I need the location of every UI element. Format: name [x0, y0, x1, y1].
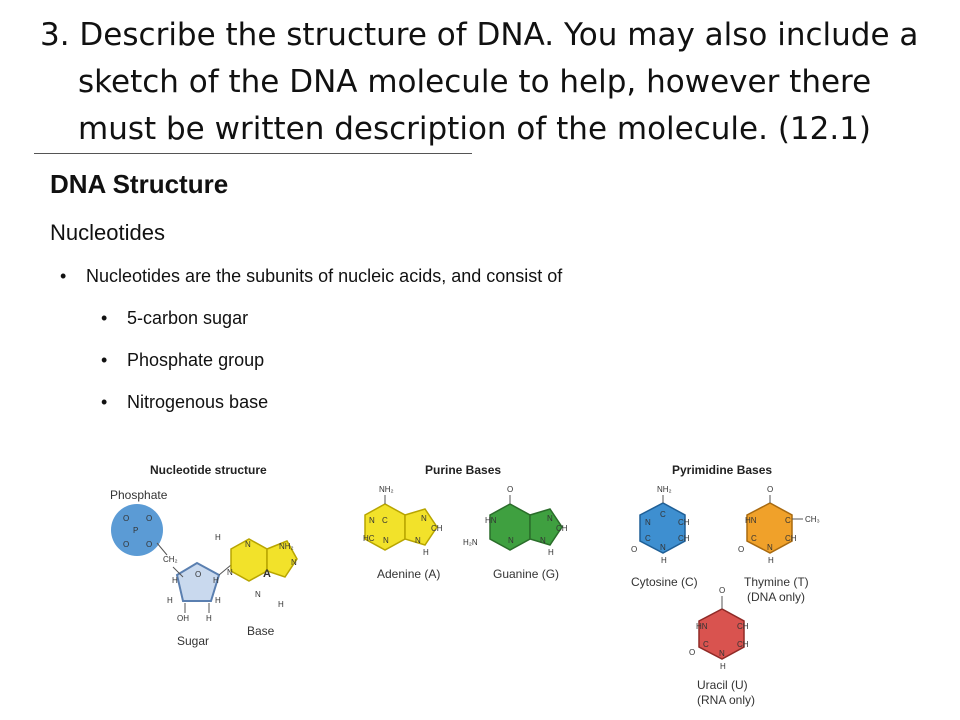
bullet-sugar-text: 5-carbon sugar	[127, 308, 249, 328]
phosphate-label: Phosphate	[110, 488, 168, 502]
uracil-note: (RNA only)	[697, 693, 756, 707]
atom-h: H	[172, 576, 178, 585]
bullet-phosphate-text: Phosphate group	[127, 350, 265, 370]
atom-h: H	[768, 556, 774, 565]
thymine-label: Thymine (T)	[744, 575, 809, 589]
atom-nh2: NH₂	[379, 485, 394, 494]
atom-h: H	[548, 548, 554, 557]
bullet-dot: •	[101, 392, 108, 412]
adenine-label: Adenine (A)	[377, 567, 441, 581]
atom-h: H	[215, 596, 221, 605]
atom-n: N	[767, 543, 773, 552]
atom-n: N	[383, 536, 389, 545]
thymine-note: (DNA only)	[747, 590, 806, 604]
subsection-title: Nucleotides	[50, 220, 165, 245]
atom-o: O	[738, 545, 745, 554]
atom-n: N	[540, 536, 546, 545]
question-line-3: must be written description of the molecule. (12.1)	[78, 111, 872, 147]
section-heading: DNA Structure	[50, 169, 229, 199]
atom-o: O	[146, 514, 153, 523]
atom-ch3: CH₃	[805, 515, 820, 524]
uracil-label: Uracil (U)	[697, 678, 748, 692]
atom-h: H	[206, 614, 212, 623]
title-divider	[34, 153, 472, 154]
bullet-dot: •	[60, 266, 67, 286]
atom-c: C	[703, 640, 709, 649]
atom-o: O	[631, 545, 638, 554]
atom-h: H	[661, 556, 667, 565]
atom-n: N	[291, 558, 297, 567]
atom-h: H	[423, 548, 429, 557]
atom-c: C	[645, 534, 651, 543]
question-title	[40, 12, 940, 153]
atom-n: N	[547, 514, 553, 523]
nucleotide-figure	[95, 455, 855, 715]
bullet-main	[60, 266, 563, 287]
heading-nucleotide-structure: Nucleotide structure	[150, 463, 267, 477]
atom-p: P	[133, 526, 139, 535]
atom-o: O	[146, 540, 153, 549]
atom-c: C	[382, 516, 388, 525]
atom-nh2: NH₂	[279, 542, 294, 551]
atom-o: O	[123, 540, 130, 549]
sugar-label: Sugar	[177, 634, 210, 648]
atom-ch: CH	[678, 518, 690, 527]
atom-h: H	[278, 600, 284, 609]
guanine-label: Guanine (G)	[493, 567, 560, 581]
atom-n: N	[421, 514, 427, 523]
atom-c: C	[660, 510, 666, 519]
atom-h: H	[167, 596, 173, 605]
atom-hn: HN	[745, 516, 757, 525]
atom-a: A	[263, 568, 271, 580]
atom-n: N	[645, 518, 651, 527]
atom-o: O	[507, 485, 514, 494]
atom-o: O	[123, 514, 130, 523]
atom-ch: CH	[737, 622, 749, 631]
atom-hc: HC	[363, 534, 375, 543]
bullet-main-text: Nucleotides are the subunits of nucleic acids, and consist of	[86, 266, 563, 286]
atom-h2n: H₂N	[463, 538, 478, 547]
atom-h: H	[720, 662, 726, 671]
atom-ch: CH	[785, 534, 797, 543]
atom-n: N	[227, 568, 233, 577]
atom-o: O	[195, 570, 202, 579]
atom-h: H	[213, 576, 219, 585]
atom-n: N	[508, 536, 514, 545]
atom-n: N	[255, 590, 261, 599]
question-line-2: sketch of the DNA molecule to help, however there	[78, 64, 872, 100]
atom-c: C	[751, 534, 757, 543]
base-label: Base	[247, 624, 275, 638]
bullet-base-text: Nitrogenous base	[127, 392, 269, 412]
bullet-base	[101, 392, 269, 413]
atom-c: C	[785, 516, 791, 525]
atom-n: N	[719, 649, 725, 658]
heading-purine-bases: Purine Bases	[425, 463, 502, 477]
atom-oh: OH	[177, 614, 189, 623]
atom-ch: CH	[737, 640, 749, 649]
cytosine-label: Cytosine (C)	[631, 575, 698, 589]
atom-hn: HN	[696, 622, 708, 631]
atom-n: N	[245, 540, 251, 549]
question-line-1: 3. Describe the structure of DNA. You may also include a	[40, 17, 919, 53]
atom-n: N	[415, 536, 421, 545]
atom-ch: CH	[678, 534, 690, 543]
atom-ch: CH	[431, 524, 443, 533]
atom-hn: HN	[485, 516, 497, 525]
bullet-phosphate	[101, 350, 265, 371]
bullet-dot: •	[101, 308, 108, 328]
heading-pyrimidine-bases: Pyrimidine Bases	[672, 463, 773, 477]
atom-nh2: NH₂	[657, 485, 672, 494]
atom-ch: CH	[556, 524, 568, 533]
atom-o: O	[689, 648, 696, 657]
atom-n: N	[660, 543, 666, 552]
atom-n: N	[369, 516, 375, 525]
atom-o: O	[719, 586, 726, 595]
atom-o: O	[767, 485, 774, 494]
bullet-dot: •	[101, 350, 108, 370]
atom-ch2: CH₂	[163, 555, 178, 564]
bullet-sugar	[101, 308, 249, 329]
atom-h: H	[215, 533, 221, 542]
